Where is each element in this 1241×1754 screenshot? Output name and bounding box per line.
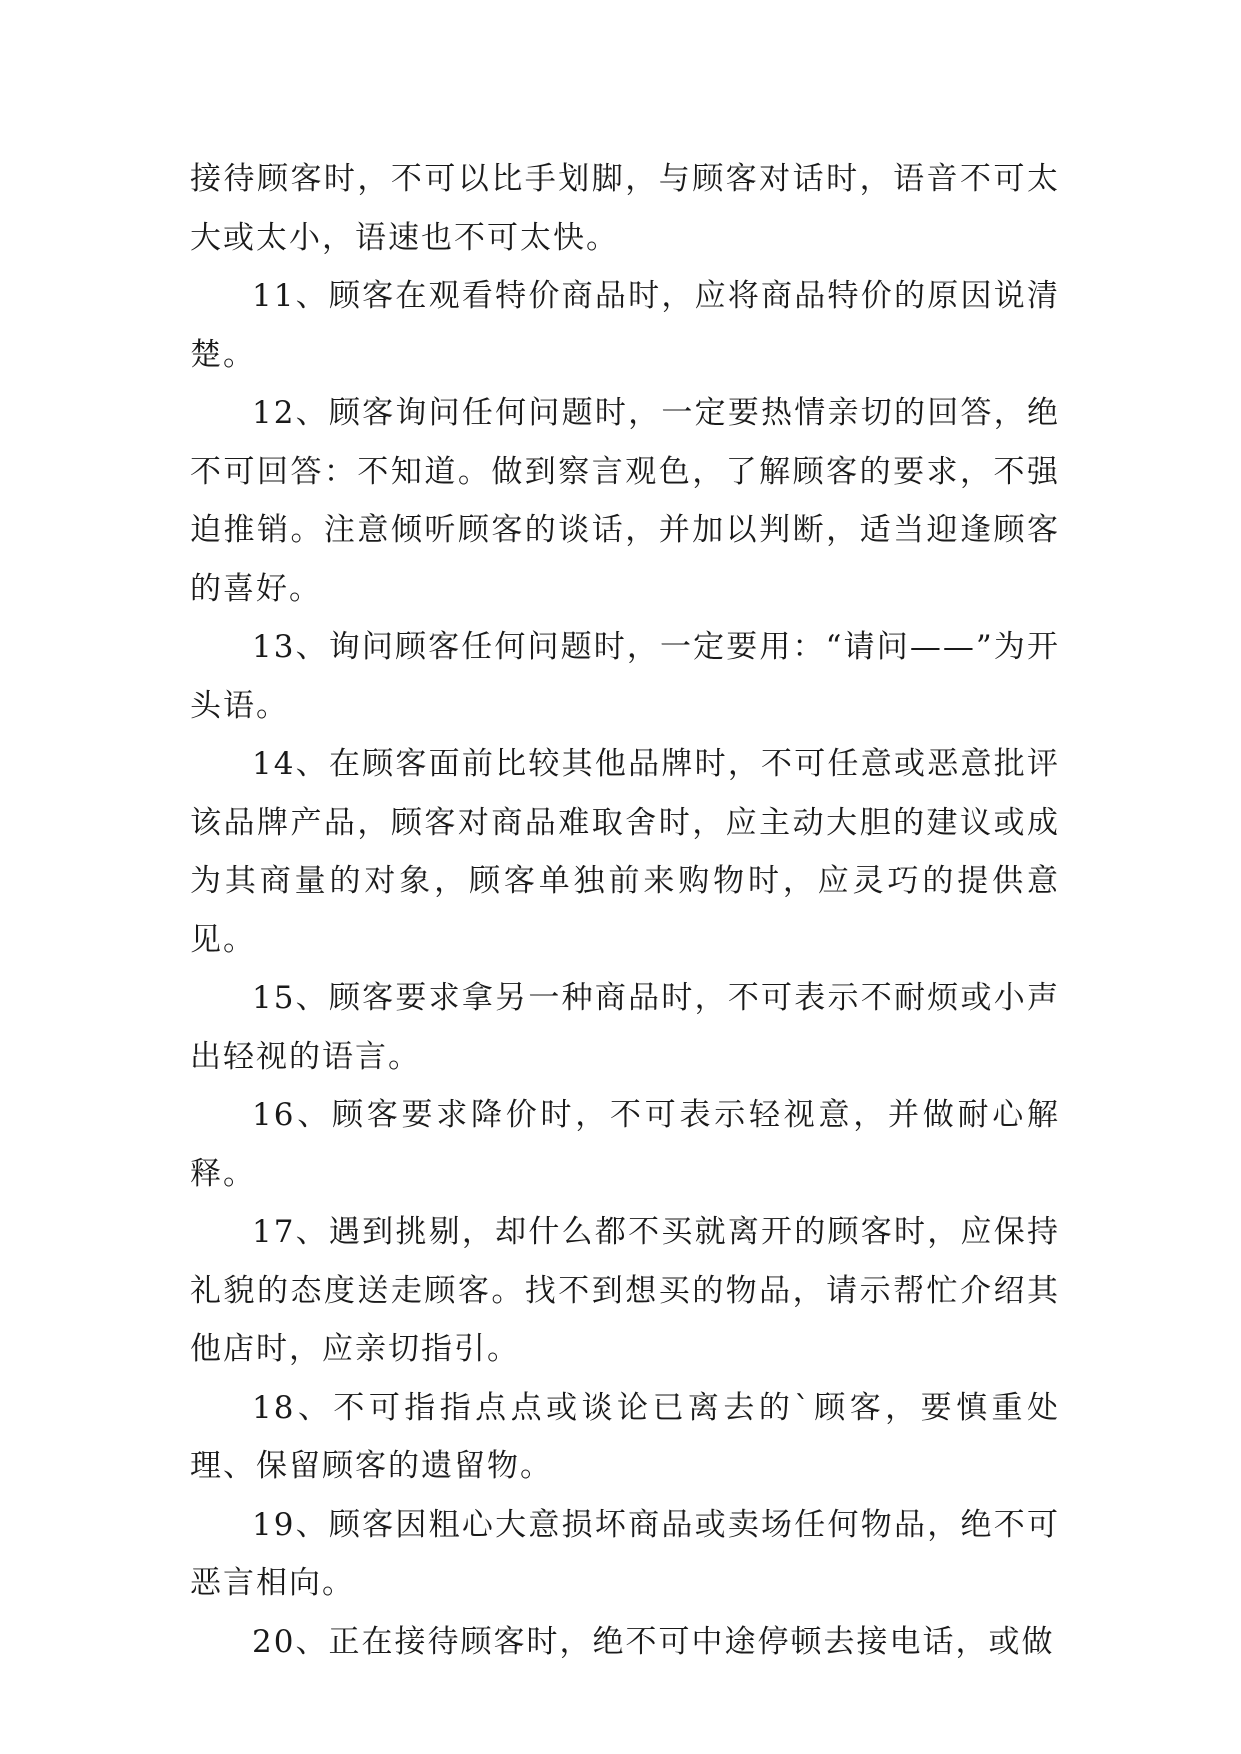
paragraph-15: 15、顾客要求拿另一种商品时，不可表示不耐烦或小声出轻视的语言。: [190, 980, 1060, 1075]
paragraph-12: 12、顾客询问任何问题时，一定要热情亲切的回答，绝不可回答：不知道。做到察言观色，了解顾客的要求，不强迫推销。注意倾听顾客的谈话，并加以判断，适当迎逢顾客的喜好。: [190, 395, 1060, 607]
paragraph-14: 14、在顾客面前比较其他品牌时，不可任意或恶意批评该品牌产品，顾客对商品难取舍时，应主动大胆的建议或成为其商量的对象，顾客单独前来购物时，应灵巧的提供意见。: [190, 746, 1060, 958]
paragraph-10-continued: 接待顾客时，不可以比手划脚，与顾客对话时，语音不可太大或太小，语速也不可太快。: [190, 161, 1060, 256]
paragraph-11: 11、顾客在观看特价商品时，应将商品特价的原因说清楚。: [190, 278, 1060, 373]
paragraph-17: 17、遇到挑剔，却什么都不买就离开的顾客时，应保持礼貌的态度送走顾客。找不到想买的物品，请示帮忙介绍其他店时，应亲切指引。: [190, 1214, 1060, 1367]
paragraph-19: 19、顾客因粗心大意损坏商品或卖场任何物品，绝不可恶言相向。: [190, 1506, 1060, 1601]
document-body: [190, 150, 1060, 1671]
paragraph-13: 13、询问顾客任何问题时，一定要用：“请问——”为开头语。: [190, 629, 1060, 724]
paragraph-16: 16、顾客要求降价时，不可表示轻视意，并做耐心解释。: [190, 1097, 1060, 1192]
paragraph-20: 20、正在接待顾客时，绝不可中途停顿去接电话，或做: [252, 1623, 1055, 1660]
paragraph-18: 18、不可指指点点或谈论已离去的`顾客，要慎重处理、保留顾客的遗留物。: [190, 1389, 1060, 1484]
